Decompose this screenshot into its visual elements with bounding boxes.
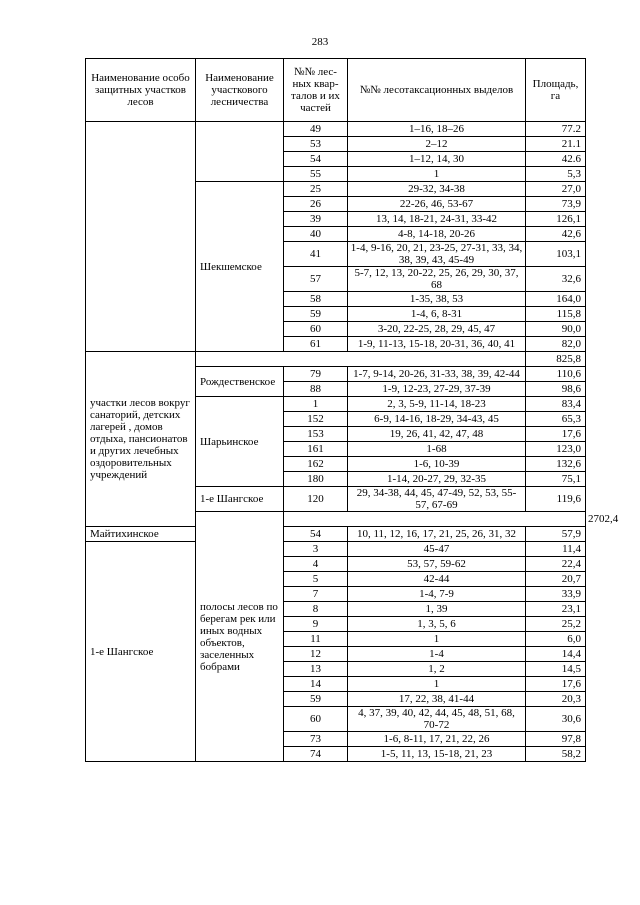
forest-table — [85, 58, 619, 762]
kvartal-cell: 54 — [284, 152, 348, 167]
vydel-cell: 1–12, 14, 30 — [348, 152, 526, 167]
area-cell: 75,1 — [526, 472, 586, 487]
vydel-cell: 1, 39 — [348, 602, 526, 617]
lesnichestvo-cell: 1-е Шангское — [86, 542, 196, 762]
area-cell: 73,9 — [526, 197, 586, 212]
total-area-cell: 825,8 — [526, 352, 586, 367]
kvartal-cell: 11 — [284, 632, 348, 647]
table-row — [86, 542, 586, 557]
header-category: Наименование особо защитных участков лесов — [86, 59, 196, 122]
table-row — [86, 527, 586, 542]
area-cell: 5,3 — [526, 167, 586, 182]
vydel-cell: 1-4, 9-16, 20, 21, 23-25, 27-31, 33, 34, 38, 39, 43, 45-49 — [348, 242, 526, 267]
vydel-cell: 19, 26, 41, 42, 47, 48 — [348, 427, 526, 442]
vydel-cell: 1-5, 11, 13, 15-18, 21, 23 — [348, 747, 526, 762]
vydel-cell: 5-7, 12, 13, 20-22, 25, 26, 29, 30, 37, 68 — [348, 267, 526, 292]
lesnichestvo-cell — [196, 122, 284, 182]
vydel-cell: 29-32, 34-38 — [348, 182, 526, 197]
area-cell: 83,4 — [526, 397, 586, 412]
category-cell: участки лесов вокруг санаторий, детских лагерей , домов отдыха, пансионатов и других лечебных оздоровительных учреждений — [86, 352, 196, 527]
header-vydel: №№ лесотаксационных выделов — [348, 59, 526, 122]
area-cell: 42,6 — [526, 227, 586, 242]
kvartal-cell: 55 — [284, 167, 348, 182]
kvartal-cell: 153 — [284, 427, 348, 442]
lesnichestvo-cell: Шекшемское — [196, 182, 284, 352]
kvartal-cell: 88 — [284, 382, 348, 397]
vydel-cell: 53, 57, 59-62 — [348, 557, 526, 572]
kvartal-cell: 3 — [284, 542, 348, 557]
table-row — [86, 122, 586, 137]
area-cell: 90,0 — [526, 322, 586, 337]
kvartal-cell: 9 — [284, 617, 348, 632]
vydel-cell: 1-9, 11-13, 15-18, 20-31, 36, 40, 41 — [348, 337, 526, 352]
lesnichestvo-cell: Шарьинское — [196, 397, 284, 487]
area-cell: 17,6 — [526, 427, 586, 442]
area-cell: 126,1 — [526, 212, 586, 227]
area-cell: 33,9 — [526, 587, 586, 602]
kvartal-cell: 73 — [284, 732, 348, 747]
area-cell: 115,8 — [526, 307, 586, 322]
area-cell: 164,0 — [526, 292, 586, 307]
kvartal-cell: 1 — [284, 397, 348, 412]
kvartal-cell: 60 — [284, 322, 348, 337]
total-row — [86, 352, 586, 367]
kvartal-cell: 7 — [284, 587, 348, 602]
kvartal-cell: 57 — [284, 267, 348, 292]
category-cell: полосы лесов по берегам рек или иных водных объектов, заселенных бобрами — [196, 512, 284, 762]
kvartal-cell: 54 — [284, 527, 348, 542]
area-cell: 27,0 — [526, 182, 586, 197]
kvartal-cell: 53 — [284, 137, 348, 152]
kvartal-cell: 39 — [284, 212, 348, 227]
area-cell: 119,6 — [526, 487, 586, 512]
vydel-cell: 29, 34-38, 44, 45, 47-49, 52, 53, 55-57, 67-69 — [348, 487, 526, 512]
area-cell: 103,1 — [526, 242, 586, 267]
vydel-cell: 1-6, 8-11, 17, 21, 22, 26 — [348, 732, 526, 747]
vydel-cell: 4-8, 14-18, 20-26 — [348, 227, 526, 242]
vydel-cell: 1, 3, 5, 6 — [348, 617, 526, 632]
vydel-cell: 1-6, 10-39 — [348, 457, 526, 472]
vydel-cell: 2–12 — [348, 137, 526, 152]
header-area: Площадь, га — [526, 59, 586, 122]
vydel-cell: 3-20, 22-25, 28, 29, 45, 47 — [348, 322, 526, 337]
vydel-cell: 1-68 — [348, 442, 526, 457]
vydel-cell: 42-44 — [348, 572, 526, 587]
area-cell: 30,6 — [526, 707, 586, 732]
kvartal-cell: 58 — [284, 292, 348, 307]
vydel-cell: 13, 14, 18-21, 24-31, 33-42 — [348, 212, 526, 227]
area-cell: 123,0 — [526, 442, 586, 457]
total-spacer — [284, 512, 586, 527]
kvartal-cell: 8 — [284, 602, 348, 617]
area-cell: 6,0 — [526, 632, 586, 647]
kvartal-cell: 49 — [284, 122, 348, 137]
lesnichestvo-cell: Рождественское — [196, 367, 284, 397]
kvartal-cell: 162 — [284, 457, 348, 472]
area-cell: 65,3 — [526, 412, 586, 427]
area-cell: 23,1 — [526, 602, 586, 617]
area-cell: 14,5 — [526, 662, 586, 677]
page-number: 283 — [311, 36, 329, 48]
area-cell: 17,6 — [526, 677, 586, 692]
kvartal-cell: 40 — [284, 227, 348, 242]
kvartal-cell: 26 — [284, 197, 348, 212]
kvartal-cell: 74 — [284, 747, 348, 762]
vydel-cell: 1-14, 20-27, 29, 32-35 — [348, 472, 526, 487]
vydel-cell: 6-9, 14-16, 18-29, 34-43, 45 — [348, 412, 526, 427]
vydel-cell: 2, 3, 5-9, 11-14, 18-23 — [348, 397, 526, 412]
vydel-cell: 10, 11, 12, 16, 17, 21, 25, 26, 31, 32 — [348, 527, 526, 542]
kvartal-cell: 12 — [284, 647, 348, 662]
kvartal-cell: 14 — [284, 677, 348, 692]
kvartal-cell: 13 — [284, 662, 348, 677]
kvartal-cell: 41 — [284, 242, 348, 267]
vydel-cell: 1 — [348, 167, 526, 182]
vydel-cell: 1-4, 7-9 — [348, 587, 526, 602]
area-cell: 25,2 — [526, 617, 586, 632]
area-cell: 11,4 — [526, 542, 586, 557]
vydel-cell: 1, 2 — [348, 662, 526, 677]
vydel-cell: 17, 22, 38, 41-44 — [348, 692, 526, 707]
area-cell: 57,9 — [526, 527, 586, 542]
vydel-cell: 1-35, 38, 53 — [348, 292, 526, 307]
area-cell: 77.2 — [526, 122, 586, 137]
kvartal-cell: 25 — [284, 182, 348, 197]
area-cell: 132,6 — [526, 457, 586, 472]
lesnichestvo-cell: 1-е Шангское — [196, 487, 284, 512]
area-cell: 58,2 — [526, 747, 586, 762]
kvartal-cell: 60 — [284, 707, 348, 732]
area-cell: 21.1 — [526, 137, 586, 152]
kvartal-cell: 59 — [284, 307, 348, 322]
vydel-cell: 1 — [348, 632, 526, 647]
area-cell: 97,8 — [526, 732, 586, 747]
header-kvartal: №№ лес- ных квар- талов и их частей — [284, 59, 348, 122]
table-header-row — [86, 59, 586, 122]
vydel-cell: 1–16, 18–26 — [348, 122, 526, 137]
total-row: полосы лесов по берегам рек или иных водных объектов, заселенных бобрами 2702,4 — [86, 512, 586, 527]
vydel-cell: 1 — [348, 677, 526, 692]
area-cell: 32,6 — [526, 267, 586, 292]
area-cell: 82,0 — [526, 337, 586, 352]
kvartal-cell: 161 — [284, 442, 348, 457]
kvartal-cell: 120 — [284, 487, 348, 512]
area-cell: 14,4 — [526, 647, 586, 662]
vydel-cell: 45-47 — [348, 542, 526, 557]
vydel-cell: 1-4 — [348, 647, 526, 662]
vydel-cell: 4, 37, 39, 40, 42, 44, 45, 48, 51, 68, 70-72 — [348, 707, 526, 732]
area-cell: 42.6 — [526, 152, 586, 167]
vydel-cell: 1-9, 12-23, 27-29, 37-39 — [348, 382, 526, 397]
kvartal-cell: 180 — [284, 472, 348, 487]
area-cell: 98,6 — [526, 382, 586, 397]
kvartal-cell: 152 — [284, 412, 348, 427]
category-cell — [86, 122, 196, 352]
kvartal-cell: 59 — [284, 692, 348, 707]
kvartal-cell: 61 — [284, 337, 348, 352]
kvartal-cell: 5 — [284, 572, 348, 587]
vydel-cell: 1-4, 6, 8-31 — [348, 307, 526, 322]
kvartal-cell: 4 — [284, 557, 348, 572]
kvartal-cell: 79 — [284, 367, 348, 382]
area-cell: 20,7 — [526, 572, 586, 587]
area-cell: 20,3 — [526, 692, 586, 707]
area-cell: 22,4 — [526, 557, 586, 572]
area-cell: 110,6 — [526, 367, 586, 382]
lesnichestvo-cell: Майтихинское — [86, 527, 196, 542]
vydel-cell: 22-26, 46, 53-67 — [348, 197, 526, 212]
header-lesnichestvo: Наименование участкового лесничества — [196, 59, 284, 122]
total-spacer — [196, 352, 526, 367]
vydel-cell: 1-7, 9-14, 20-26, 31-33, 38, 39, 42-44 — [348, 367, 526, 382]
